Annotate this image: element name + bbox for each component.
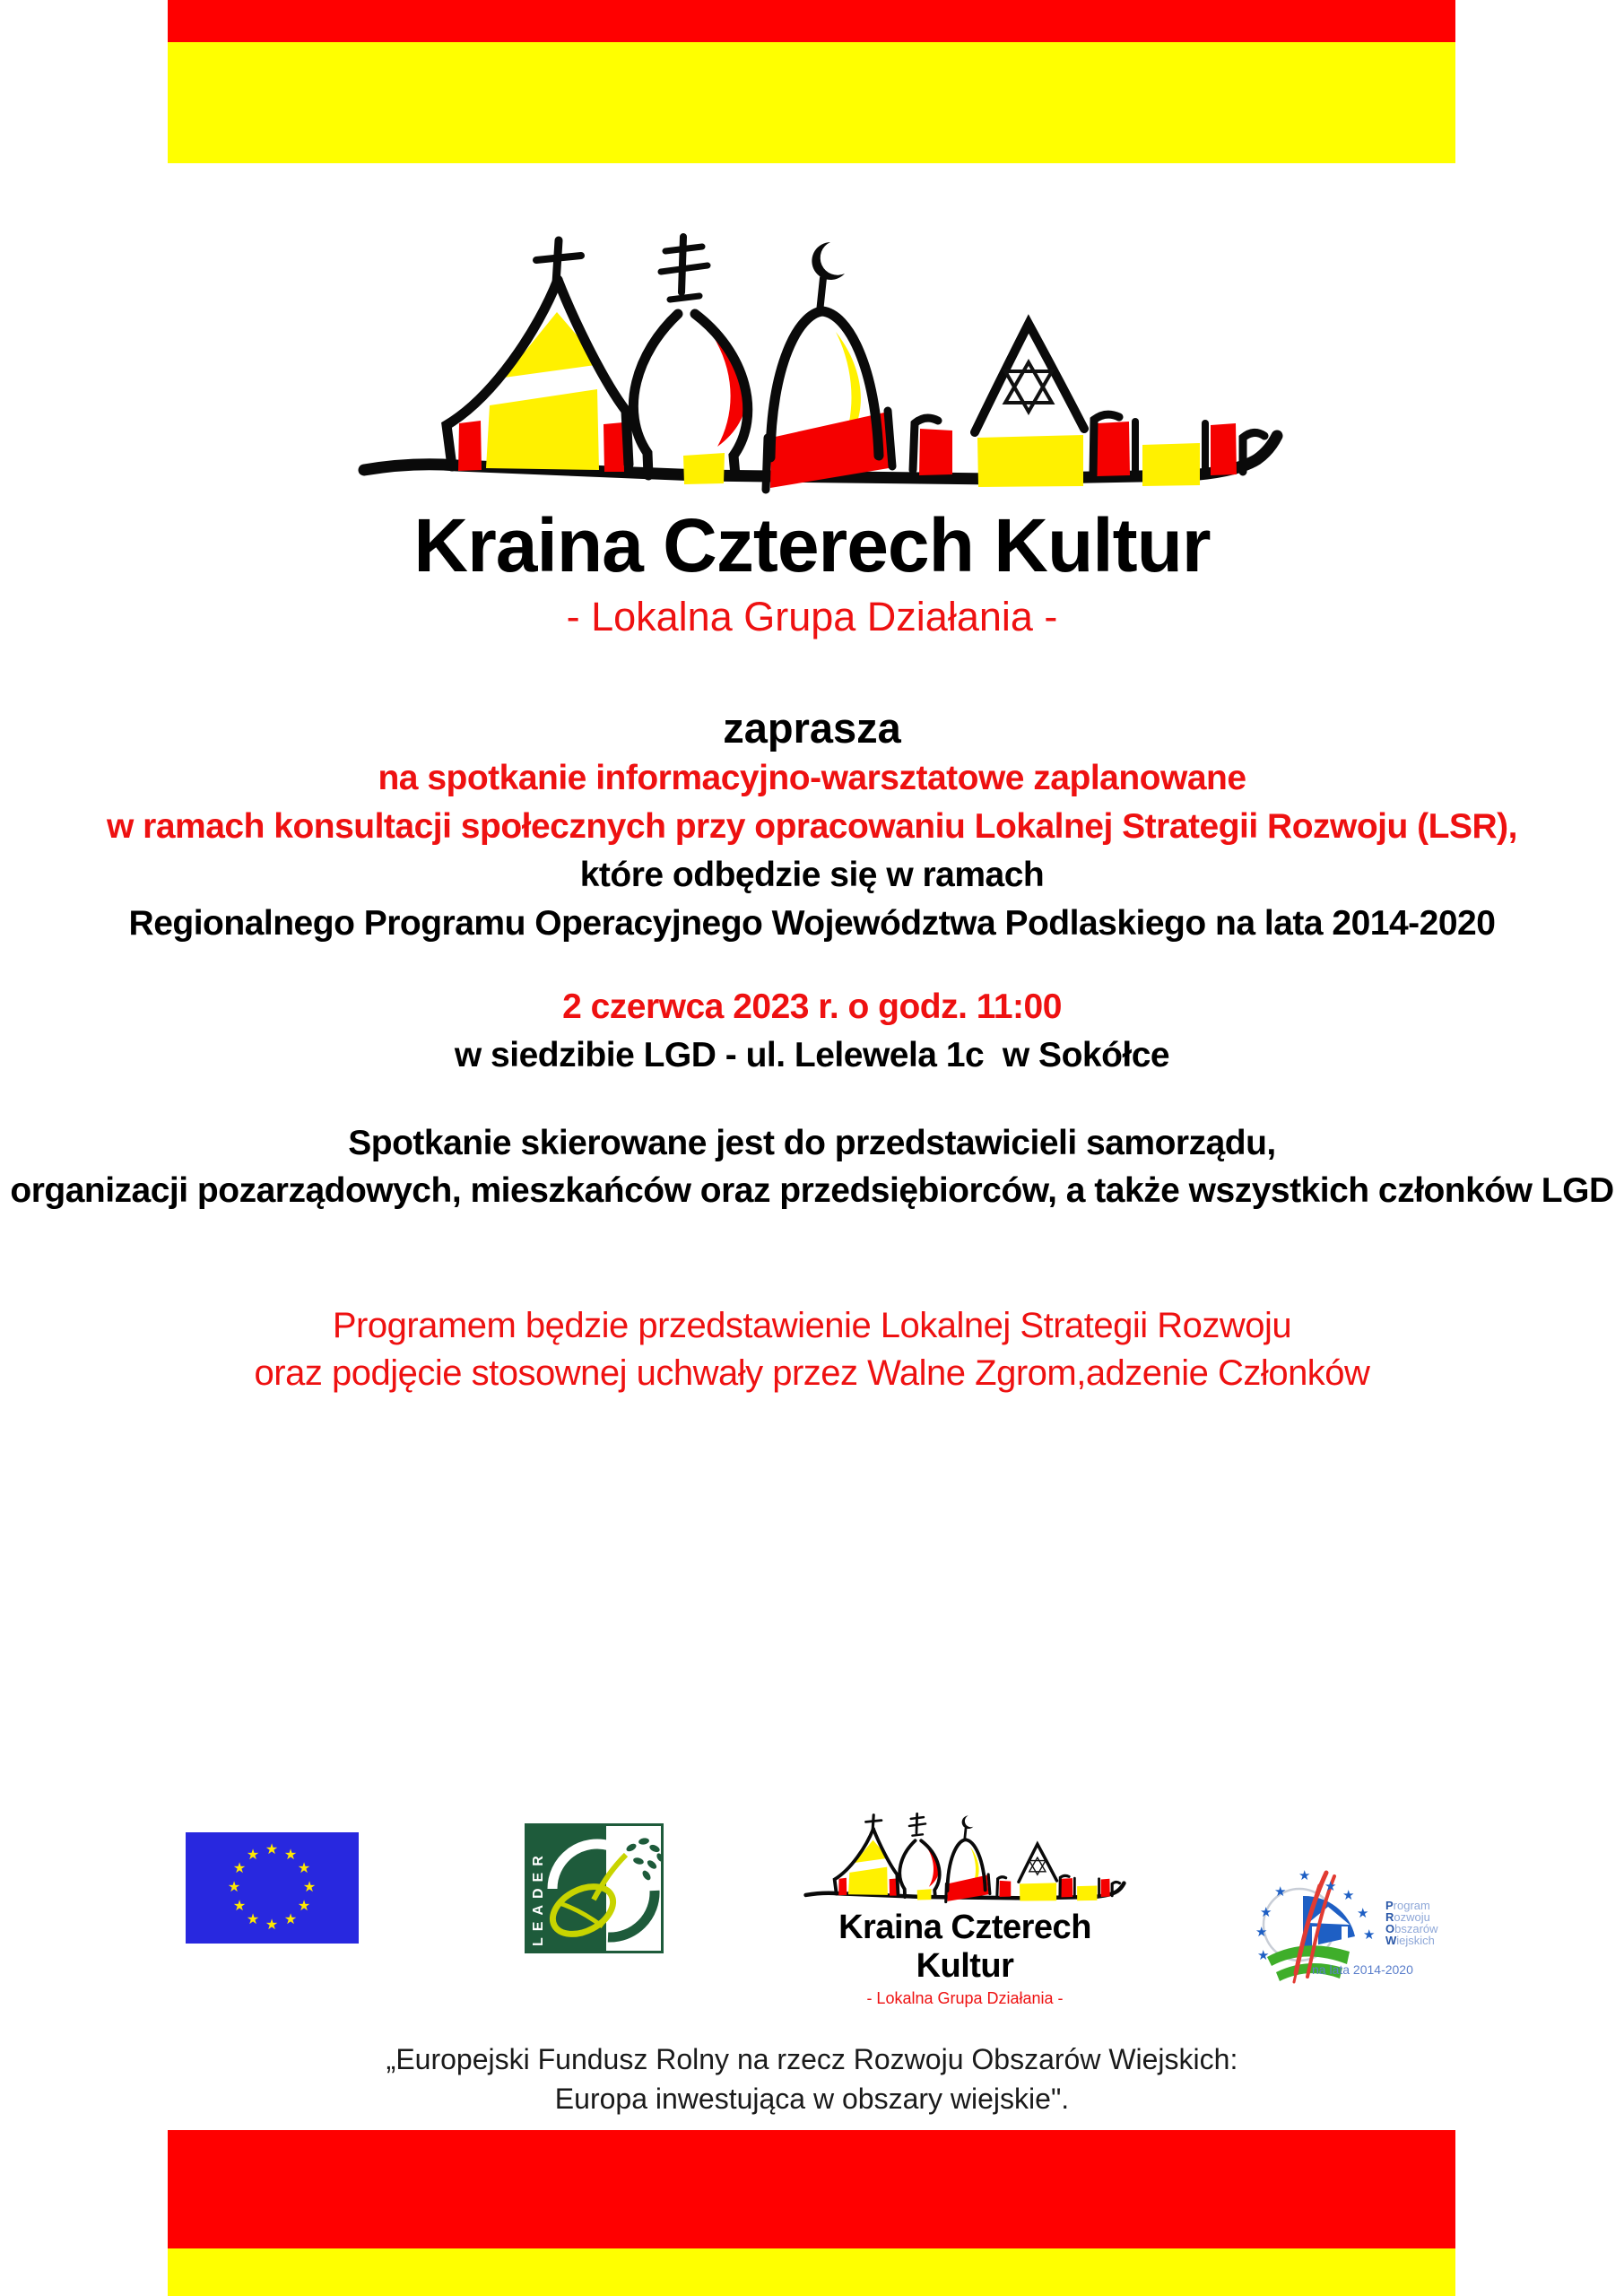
prow-bold-p: P (1385, 1899, 1394, 1912)
four-domes-logo-icon (350, 231, 1291, 500)
prow-bold-r: R (1385, 1910, 1394, 1924)
event-datetime: 2 czerwca 2023 r. o godz. 11:00 (562, 987, 1062, 1026)
leader-label: LEADER (531, 1849, 546, 1946)
prow-text-lines (1385, 1900, 1438, 1946)
audience-line-1: Spotkanie skierowane jest do przedstawicieli samorządu, (348, 1124, 1276, 1162)
top-yellow-stripe (168, 42, 1455, 163)
prow-bold-w: W (1385, 1934, 1397, 1947)
prow-rest-o: bszarów (1394, 1922, 1438, 1935)
program-line-1: Programem będzie przedstawienie Lokalnej Strategii Rozwoju (332, 1306, 1292, 1345)
eu-star-icon (264, 1842, 280, 1858)
kck-footer-subtitle: - Lokalna Grupa Działania - (866, 1989, 1064, 2007)
kck-footer-logo (789, 1812, 1141, 2008)
invitation-red-line-1: na spotkanie informacyjno-warsztatowe zaplanowane (378, 759, 1246, 797)
invitation-lead: zaprasza (723, 704, 901, 752)
svg-text:★: ★ (1357, 1906, 1369, 1921)
eu-star-icon (231, 1899, 248, 1915)
organization-title: Kraina Czterech Kultur (413, 503, 1211, 587)
svg-text:★: ★ (1257, 1948, 1270, 1963)
leader-sprout-icon (527, 1826, 661, 1951)
svg-text:★: ★ (1274, 1884, 1287, 1900)
prow-rest-p: rogram (1393, 1899, 1430, 1912)
audience-line-2: organizacji pozarządowych, mieszkańców oraz przedsiębiorców, a także wszystkich członków LGD (10, 1171, 1614, 1210)
top-red-stripe (168, 0, 1455, 42)
prow-years: na lata 2014-2020 (1312, 1962, 1413, 1977)
bottom-red-stripe (168, 2130, 1455, 2248)
eu-fund-quote-line-2: Europa inwestująca w obszary wiejskie". (554, 2083, 1070, 2115)
organization-subtitle: - Lokalna Grupa Działania - (566, 594, 1058, 639)
eu-star-icon (301, 1880, 317, 1896)
eu-star-icon (264, 1918, 280, 1934)
prow-rest-w: iejskich (1396, 1934, 1435, 1947)
kck-footer-title: Kraina Czterech Kultur (838, 1909, 1091, 1985)
eu-star-icon (296, 1861, 312, 1877)
prow-bold-o: O (1385, 1922, 1395, 1935)
invitation-black-line-1: które odbędzie się w ramach (579, 856, 1045, 894)
svg-text:★: ★ (1260, 1905, 1272, 1920)
program-line-2: oraz podjęcie stosownej uchwały przez Walne Zgrom,adzenie Członków (254, 1353, 1370, 1393)
prow-rest-r: ozwoju (1394, 1910, 1430, 1924)
event-location: w siedzibie LGD - ul. Lelewela 1c w Sokółce (454, 1036, 1170, 1074)
eu-fund-quote-line-1: „Europejski Fundusz Rolny na rzecz Rozwoju Obszarów Wiejskich: (386, 2043, 1238, 2075)
eu-star-icon (226, 1880, 242, 1896)
four-domes-small-icon (801, 1812, 1129, 1906)
eu-flag-icon (186, 1832, 359, 1944)
svg-text:★: ★ (1363, 1927, 1375, 1943)
bottom-yellow-stripe (168, 2248, 1455, 2296)
svg-text:★: ★ (1324, 1879, 1337, 1894)
leader-logo (525, 1823, 664, 1953)
eu-star-icon (282, 1912, 299, 1928)
svg-text:★: ★ (1255, 1925, 1268, 1940)
prow-logo (1249, 1866, 1491, 1991)
invitation-black-line-2: Regionalnego Programu Operacyjnego Województwa Podlaskiego na lata 2014-2020 (128, 904, 1496, 943)
invitation-red-line-2: w ramach konsultacji społecznych przy opracowaniu Lokalnej Strategii Rozwoju (LSR), (107, 807, 1517, 846)
eu-star-icon (245, 1848, 261, 1864)
svg-text:★: ★ (1298, 1868, 1311, 1883)
prow-line-wiejskich (1385, 1935, 1438, 1946)
svg-text:★: ★ (1342, 1888, 1355, 1903)
